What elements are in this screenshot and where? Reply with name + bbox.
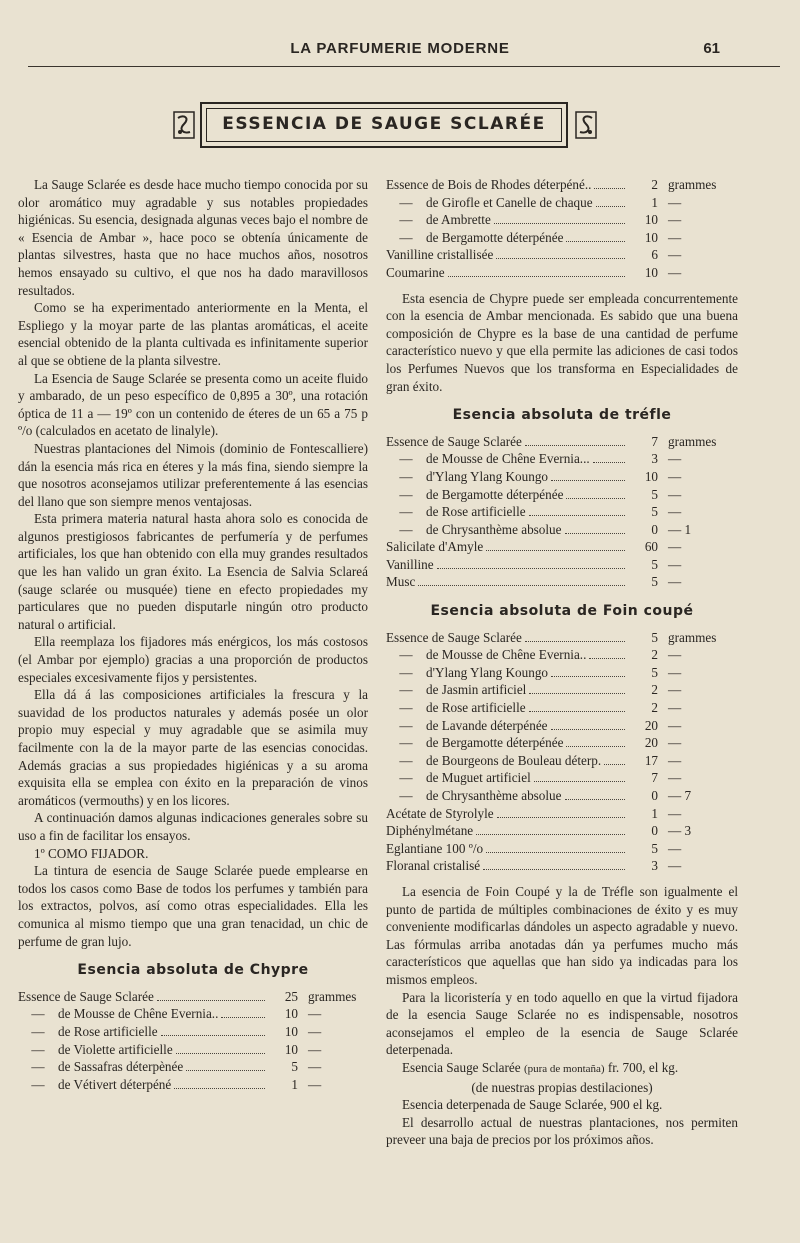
ingredient-quantity: 17 bbox=[644, 752, 658, 768]
fleuron-ornament-icon bbox=[572, 108, 600, 142]
formula-line bbox=[18, 1023, 368, 1041]
ingredient-quantity: 5 bbox=[651, 504, 658, 520]
ingredient-unit: — bbox=[308, 1059, 322, 1075]
dot-leader bbox=[221, 1007, 265, 1018]
ingredient-unit: — bbox=[668, 486, 682, 502]
ingredient-quantity: 0 bbox=[651, 521, 658, 537]
right-column bbox=[386, 176, 738, 1149]
ingredient-quantity: 1 bbox=[291, 1076, 298, 1092]
dot-leader bbox=[486, 842, 625, 853]
ingredient-name: Acétate de Styrolyle bbox=[386, 805, 494, 821]
formula-line bbox=[386, 246, 738, 264]
dot-leader bbox=[486, 540, 625, 551]
dot-leader bbox=[494, 213, 625, 224]
ingredient-name: de Muguet artificiel bbox=[426, 770, 531, 786]
ingredient-unit: — bbox=[308, 1041, 322, 1057]
ingredient-unit: — 7 bbox=[668, 788, 692, 803]
dot-leader bbox=[418, 575, 625, 586]
ingredient-quantity: 2 bbox=[651, 682, 658, 698]
dot-leader bbox=[525, 631, 625, 642]
ingredient-unit: — bbox=[668, 194, 682, 210]
formula-chypre bbox=[18, 988, 368, 1094]
dot-leader bbox=[161, 1025, 265, 1036]
ingredient-name: de Sassafras déterpènée bbox=[58, 1059, 184, 1075]
ingredient-name: de Chrysanthème absolue bbox=[426, 521, 562, 537]
ingredient-unit: — bbox=[668, 805, 682, 821]
ingredient-quantity: 5 bbox=[291, 1059, 298, 1075]
formula-line bbox=[386, 857, 738, 875]
formula-line bbox=[386, 573, 738, 591]
ingredient-name: de Rose artificielle bbox=[58, 1023, 158, 1039]
fleuron-ornament-icon bbox=[170, 108, 198, 142]
paragraph: Ella dá á las composiciones artificiales la frescura y la suavidad de los productos naturales y además posée un olor propio muy especial y muy agradable que se asimila muy facilmente con la de la mayor parte de las esencias conocidas. Además gracias a sus propiedades higiénicas y a su aroma exquisita ella se emplea con éxito en la preparación de vinos aromáticos (vermouths) y en los licores. bbox=[18, 687, 368, 808]
formula-dash: — bbox=[399, 788, 413, 803]
ingredient-unit: — bbox=[668, 229, 682, 245]
dot-leader bbox=[529, 505, 625, 516]
ingredient-name: de Vétivert déterpéné bbox=[58, 1076, 172, 1092]
ingredient-unit: grammes bbox=[308, 988, 357, 1004]
formula-line bbox=[386, 486, 738, 504]
dot-leader bbox=[566, 488, 625, 499]
price-subnote: (de nuestras propias destilaciones) bbox=[471, 1079, 653, 1095]
ingredient-quantity: 5 bbox=[651, 629, 658, 645]
ingredient-unit: — bbox=[668, 504, 682, 520]
formula-line bbox=[386, 176, 738, 194]
dot-leader bbox=[174, 1078, 265, 1089]
paragraph: Como se ha experimentado anteriormente en la Menta, el Espliego y la moyar parte de las plantas aromáticas, el aceite esencial obtenido de la planta cultivada es infinitamente superior al que se obtiene de la planta silvestre. bbox=[18, 300, 368, 368]
ingredient-quantity: 5 bbox=[651, 664, 658, 680]
formula-line bbox=[386, 717, 738, 735]
running-title: LA PARFUMERIE MODERNE bbox=[290, 40, 510, 57]
formula-dash: — bbox=[399, 212, 413, 228]
dot-leader bbox=[594, 178, 625, 189]
ingredient-name: Floranal cristalisé bbox=[386, 858, 481, 874]
dot-leader bbox=[448, 266, 625, 277]
ingredient-unit: grammes bbox=[668, 629, 717, 645]
formula-line bbox=[386, 468, 738, 486]
formula-dash: — bbox=[399, 521, 413, 537]
title-banner bbox=[170, 98, 600, 154]
paragraph: Nuestras plantaciones del Nimois (dominio de Fontescalliere) dán la esencia más rica en éteres y la más fina, siendo siempre la que nosotros aconsejamos utilizar preferentemente á las esencias del llano que son siempre menos ventajosas. bbox=[18, 440, 368, 509]
formula-line bbox=[386, 629, 738, 647]
formula-dash: — bbox=[399, 504, 413, 520]
ingredient-name: de Mousse de Chêne Evernia... bbox=[426, 451, 590, 467]
paragraph: La tintura de esencia de Sauge Sclarée puede emplearse en todos los casos como Base de todos los perfumes y también para los extractos, polvos, así como otras especialidades. Ella les comunica al mismo tiempo que una gran tenacidad, un chic de perfume de gran lujo. bbox=[18, 863, 368, 949]
ingredient-unit: — bbox=[668, 539, 682, 555]
ingredient-quantity: 0 bbox=[651, 823, 658, 839]
paragraph: La esencia de Foin Coupé y la de Tréfle son igualmente el punto de partida de múltiples combinaciones de éxito y es muy conveniente modificarlas dándoles un aspecto agradable y nuevo. Las fórmulas arriba anotadas dán ya perfumes mucho más característicos que aquellas que han sido ya indicadas para los mismos empleos. bbox=[386, 883, 738, 987]
ingredient-name: Vanilline cristallisée bbox=[386, 247, 494, 263]
formula-line bbox=[386, 822, 738, 840]
dot-leader bbox=[186, 1060, 265, 1071]
ingredient-quantity: 6 bbox=[651, 247, 658, 263]
paragraph: La Sauge Sclarée es desde hace mucho tiempo conocida por su olor aromático muy agradable y sus notables propiedades higiénicas. Su esencia, designada algunas veces bajo el nombre de « Esencia de Ambar », hace poco se obtenía únicamente de plantas silvestres, hasta que no hace muchos años, nosotros hemos ensayado su cultivo, el que nos ha dado maravillosos resultados. bbox=[18, 177, 368, 298]
ingredient-unit: — bbox=[308, 1023, 322, 1039]
dot-leader bbox=[529, 701, 625, 712]
dot-leader bbox=[589, 648, 625, 659]
formula-line bbox=[386, 646, 738, 664]
ingredient-quantity: 0 bbox=[651, 788, 658, 803]
dot-leader bbox=[551, 719, 625, 730]
ingredient-quantity: 10 bbox=[644, 468, 658, 484]
ingredient-name: Musc bbox=[386, 574, 416, 590]
ingredient-name: de Bergamotte déterpénée bbox=[426, 486, 564, 502]
formula-dash: — bbox=[399, 647, 413, 663]
ingredient-unit: — bbox=[308, 1006, 322, 1022]
formula-line bbox=[386, 264, 738, 282]
ingredient-quantity: 3 bbox=[651, 451, 658, 467]
ingredient-name: de Lavande déterpénée bbox=[426, 717, 548, 733]
ingredient-unit: — bbox=[668, 451, 682, 467]
ingredient-name: de Ambrette bbox=[426, 212, 491, 228]
formula-dash: — bbox=[399, 486, 413, 502]
formula-foin bbox=[386, 629, 738, 875]
ingredient-unit: — 3 bbox=[668, 823, 692, 839]
ingredient-unit: — bbox=[668, 247, 682, 263]
left-column bbox=[18, 176, 368, 1101]
formula-dash: — bbox=[399, 468, 413, 484]
ingredient-unit: grammes bbox=[668, 177, 717, 192]
ingredient-quantity: 5 bbox=[651, 556, 658, 572]
ingredient-quantity: 10 bbox=[644, 212, 658, 228]
dot-leader bbox=[157, 990, 265, 1001]
formula-line bbox=[386, 433, 738, 451]
ingredient-quantity: 20 bbox=[644, 735, 658, 751]
ingredient-name: de Bourgeons de Bouleau déterp. bbox=[426, 752, 602, 768]
section-heading-trefle: Esencia absoluta de tréfle bbox=[452, 407, 672, 424]
ingredient-name: de Jasmin artificiel bbox=[426, 682, 527, 698]
dot-leader bbox=[176, 1043, 265, 1054]
paragraph: La Esencia de Sauge Sclarée se presenta como un aceite fluido y ambarado, de un peso específico de 0,895 a 30º, una rotación óptica de 11 a — 19º con un contenido de éteres de un 65 a 75 p º/o (calculados en acetato de linalyle). bbox=[18, 370, 368, 439]
running-head bbox=[0, 40, 800, 64]
ingredient-quantity: 2 bbox=[651, 177, 658, 192]
ingredient-name: d'Ylang Ylang Koungo bbox=[426, 468, 549, 484]
formula-line bbox=[386, 699, 738, 717]
dot-leader bbox=[596, 196, 625, 207]
formula-line bbox=[386, 840, 738, 858]
formula-line bbox=[18, 1041, 368, 1059]
ingredient-name: de Mousse de Chêne Evernia.. bbox=[58, 1006, 219, 1022]
ingredient-unit: — bbox=[668, 858, 682, 874]
ingredient-name: de Violette artificielle bbox=[58, 1041, 173, 1057]
ingredient-unit: — bbox=[308, 1076, 322, 1092]
ingredient-unit: — bbox=[668, 574, 682, 590]
ingredient-name: de Mousse de Chêne Evernia.. bbox=[426, 647, 587, 663]
ingredient-unit: — 1 bbox=[668, 521, 692, 537]
paragraph: A continuación damos algunas indicaciones generales sobre su uso a fin de facilitar los ensayos. bbox=[18, 810, 368, 843]
formula-line bbox=[386, 664, 738, 682]
subheading: 1º COMO FIJADOR. bbox=[34, 845, 149, 861]
dot-leader bbox=[593, 452, 625, 463]
ingredient-unit: — bbox=[668, 468, 682, 484]
ingredient-quantity: 60 bbox=[644, 539, 658, 555]
dot-leader bbox=[496, 248, 625, 259]
ingredient-name: Diphénylmétane bbox=[386, 823, 474, 839]
price-value: fr. 700, el kg. bbox=[607, 1059, 679, 1075]
formula-line bbox=[386, 538, 738, 556]
ingredient-name: de Girofle et Canelle de chaque bbox=[426, 194, 593, 210]
article-title: ESSENCIA DE SAUGE SCLARÉE bbox=[222, 114, 546, 134]
dot-leader bbox=[551, 666, 625, 677]
ingredient-quantity: 10 bbox=[284, 1023, 298, 1039]
price-line bbox=[386, 1059, 738, 1079]
formula-line bbox=[18, 1076, 368, 1094]
formula-dash: — bbox=[31, 1006, 45, 1022]
ingredient-name: Eglantiane 100 º/o bbox=[386, 840, 484, 856]
price-line-2: Esencia deterpenada de Sauge Sclarée, 900 el kg. bbox=[402, 1097, 663, 1113]
dot-leader bbox=[483, 859, 625, 870]
ingredient-quantity: 25 bbox=[284, 988, 298, 1004]
formula-dash: — bbox=[31, 1023, 45, 1039]
ingredient-quantity: 10 bbox=[644, 264, 658, 280]
formula-dash: — bbox=[399, 229, 413, 245]
ingredient-name: Essence de Bois de Rhodes déterpéné.. bbox=[386, 177, 592, 192]
ingredient-name: Essence de Sauge Sclarée bbox=[18, 988, 154, 1004]
dot-leader bbox=[565, 523, 625, 534]
formula-dash: — bbox=[399, 770, 413, 786]
section-heading-chypre: Esencia absoluta de Chypre bbox=[77, 962, 309, 979]
ingredient-quantity: 10 bbox=[284, 1006, 298, 1022]
ingredient-name: Essence de Sauge Sclarée bbox=[386, 629, 522, 645]
dot-leader bbox=[476, 824, 625, 835]
formula-line bbox=[386, 229, 738, 247]
ingredient-name: Salicilate d'Amyle bbox=[386, 539, 484, 555]
price-label: Esencia Sauge Sclarée bbox=[402, 1059, 521, 1075]
formula-line bbox=[386, 556, 738, 574]
ingredient-quantity: 1 bbox=[651, 194, 658, 210]
ingredient-name: Coumarine bbox=[386, 264, 445, 280]
ingredient-unit: — bbox=[668, 556, 682, 572]
ingredient-quantity: 3 bbox=[651, 858, 658, 874]
formula-dash: — bbox=[399, 717, 413, 733]
paragraph: Ella reemplaza los fijadores más enérgicos, los más costosos (el Ambar por ejemplo) gracias a una proporción de productos especiales excesivamente fijos y persistentes. bbox=[18, 634, 368, 685]
ingredient-unit: — bbox=[668, 717, 682, 733]
ingredient-quantity: 5 bbox=[651, 840, 658, 856]
ingredient-unit: — bbox=[668, 664, 682, 680]
ingredient-unit: — bbox=[668, 840, 682, 856]
dot-leader bbox=[497, 807, 625, 818]
formula-line bbox=[386, 769, 738, 787]
section-heading-foin: Esencia absoluta de Foin coupé bbox=[430, 603, 694, 620]
ingredient-name: Essence de Sauge Sclarée bbox=[386, 433, 522, 449]
paragraph: Esta esencia de Chypre puede ser empleada concurrentemente con la esencia de Ambar mencionada. Es sabido que una buena composición de Chypre es la base de una cantidad de perfume característico nuevo y que ella permite las adiciones de casi todos los Perfumes Nuevos que los transforma en Especialidades de gran éxito. bbox=[386, 290, 738, 394]
formula-line bbox=[386, 211, 738, 229]
formula-trefle bbox=[386, 433, 738, 591]
formula-line bbox=[386, 787, 738, 805]
ingredient-quantity: 10 bbox=[284, 1041, 298, 1057]
ingredient-quantity: 1 bbox=[651, 805, 658, 821]
ingredient-unit: — bbox=[668, 735, 682, 751]
formula-dash: — bbox=[399, 451, 413, 467]
page-number: 61 bbox=[703, 40, 720, 57]
dot-leader bbox=[525, 435, 625, 446]
ingredient-unit: — bbox=[668, 212, 682, 228]
formula-dash: — bbox=[31, 1041, 45, 1057]
formula-dash: — bbox=[399, 194, 413, 210]
paragraph: Para la licoristería y en todo aquello en que la virtud fijadora de la esencia Sauge Sclarée no es indispensable, nosotros aconsejamos el empleo de la esencia de Sauge Sclarée deterpenada. bbox=[386, 989, 738, 1058]
dot-leader bbox=[437, 558, 625, 569]
formula-dash: — bbox=[399, 752, 413, 768]
ingredient-name: de Rose artificielle bbox=[426, 700, 526, 716]
formula-line bbox=[386, 521, 738, 539]
formula-line bbox=[386, 681, 738, 699]
ingredient-quantity: 2 bbox=[651, 700, 658, 716]
formula-dash: — bbox=[399, 735, 413, 751]
ingredient-quantity: 20 bbox=[644, 717, 658, 733]
dot-leader bbox=[566, 231, 625, 242]
formula-line bbox=[18, 1058, 368, 1076]
formula-chypre-continued bbox=[386, 176, 738, 282]
formula-line bbox=[18, 1005, 368, 1023]
formula-dash: — bbox=[399, 682, 413, 698]
title-frame bbox=[200, 102, 568, 148]
ingredient-unit: — bbox=[668, 647, 682, 663]
ingredient-unit: grammes bbox=[668, 433, 717, 449]
dot-leader bbox=[551, 470, 625, 481]
ingredient-unit: — bbox=[668, 752, 682, 768]
formula-dash: — bbox=[31, 1076, 45, 1092]
formula-line bbox=[18, 988, 368, 1006]
formula-line bbox=[386, 194, 738, 212]
dot-leader bbox=[566, 736, 625, 747]
formula-dash: — bbox=[31, 1059, 45, 1075]
ingredient-name: de Rose artificielle bbox=[426, 504, 526, 520]
ingredient-quantity: 5 bbox=[651, 486, 658, 502]
ingredient-name: d'Ylang Ylang Koungo bbox=[426, 664, 549, 680]
dot-leader bbox=[604, 754, 625, 765]
formula-line bbox=[386, 752, 738, 770]
ingredient-unit: — bbox=[668, 264, 682, 280]
ingredient-name: Vanilline bbox=[386, 556, 434, 572]
formula-line bbox=[386, 805, 738, 823]
ingredient-unit: — bbox=[668, 770, 682, 786]
dot-leader bbox=[565, 789, 625, 800]
paragraph: Esta primera materia natural hasta ahora solo es conocida de algunos prestigiosos fabricantes de perfumería y de perfumes artificiales, los que han obtenido con ella muy grandes resultados que les han valido un gran éxito. La Esencia de Salvia Sclareá (sauge sclarée ou musquée) tiene en efecto propiedades my particulares que no pueden disputarle ningún otro producto natural o artificial. bbox=[18, 511, 368, 632]
ingredient-unit: — bbox=[668, 700, 682, 716]
ingredient-quantity: 7 bbox=[651, 433, 658, 449]
formula-line bbox=[386, 450, 738, 468]
ingredient-unit: — bbox=[668, 682, 682, 698]
paragraph: El desarrollo actual de nuestras plantaciones, nos permiten preveer una baja de precios por los próximos años. bbox=[386, 1114, 738, 1148]
ingredient-quantity: 5 bbox=[651, 574, 658, 590]
formula-line bbox=[386, 503, 738, 521]
ingredient-name: de Bergamotte déterpénée bbox=[426, 735, 564, 751]
ingredient-name: de Chrysanthème absolue bbox=[426, 788, 562, 803]
price-note: (pura de montaña) bbox=[523, 1062, 605, 1075]
ingredient-quantity: 10 bbox=[644, 229, 658, 245]
formula-line bbox=[386, 734, 738, 752]
ingredient-quantity: 2 bbox=[651, 647, 658, 663]
header-rule bbox=[28, 66, 780, 67]
dot-leader bbox=[529, 683, 625, 694]
formula-dash: — bbox=[399, 664, 413, 680]
formula-dash: — bbox=[399, 700, 413, 716]
dot-leader bbox=[534, 771, 625, 782]
ingredient-quantity: 7 bbox=[651, 770, 658, 786]
ingredient-name: de Bergamotte déterpénée bbox=[426, 229, 564, 245]
